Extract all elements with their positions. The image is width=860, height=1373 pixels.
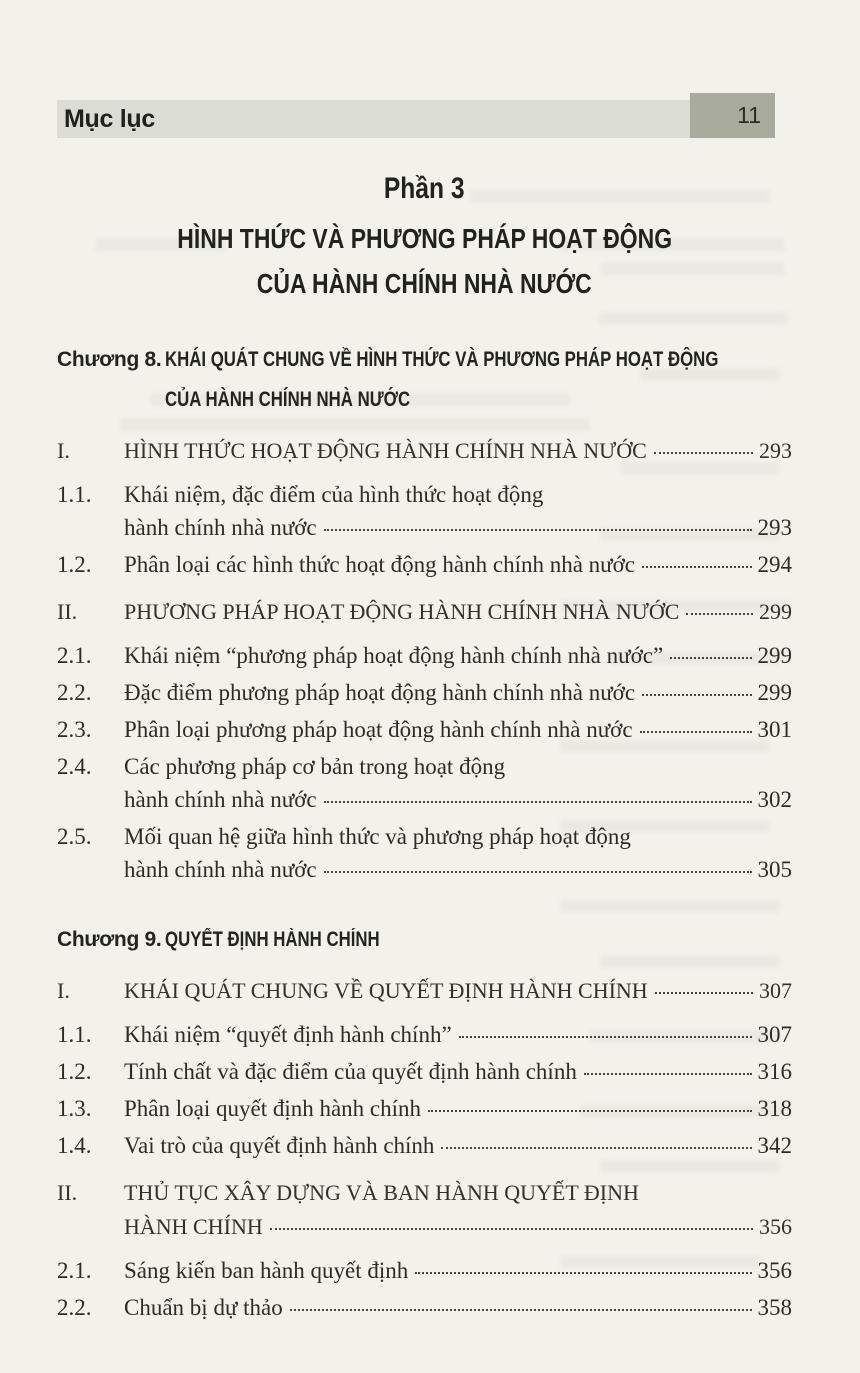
chapter-entries: [57, 974, 792, 1324]
part-title-line: HÌNH THỨC VÀ PHƯƠNG PHÁP HOẠT ĐỘNG: [177, 223, 672, 254]
dot-leader: [428, 1110, 751, 1112]
toc-entry: [57, 1291, 792, 1324]
toc-entry-text: Sáng kiến ban hành quyết định: [124, 1258, 409, 1283]
chapter-title-line: [165, 380, 857, 420]
toc-line: [57, 511, 792, 544]
toc-entry-text: hành chính nhà nước: [124, 787, 317, 812]
toc-entry-number: 2.5.: [57, 824, 92, 849]
dot-leader: [640, 731, 752, 733]
chapter: [57, 340, 792, 886]
toc-entry-page: 299: [757, 643, 792, 668]
toc-entry-number: 2.1.: [57, 1258, 92, 1283]
toc-entry: [57, 974, 792, 1008]
toc-line: [57, 639, 792, 672]
toc-entry: [57, 1176, 792, 1244]
toc-entry-text: Chuẩn bị dự thảo: [124, 1295, 283, 1320]
toc-entry: [57, 1254, 792, 1287]
dot-leader: [324, 801, 752, 803]
toc-line: [57, 820, 792, 853]
chapter-heading: [57, 340, 792, 420]
toc-content: [57, 170, 792, 1328]
toc-entry-text: Mối quan hệ giữa hình thức và phương pháp hoạt động: [124, 824, 631, 849]
toc-entry-page: 307: [757, 1022, 792, 1047]
part-title: [57, 216, 792, 306]
toc-entry-number: 2.3.: [57, 717, 92, 742]
toc-entry: [57, 478, 792, 544]
toc-entry-text: Khái niệm “phương pháp hoạt động hành chính nhà nước”: [124, 643, 664, 668]
toc-entry-page: 356: [757, 1258, 792, 1283]
toc-entry-text: Tính chất và đặc điểm của quyết định hành chính: [124, 1059, 577, 1084]
dot-leader: [686, 613, 753, 615]
toc-line: [57, 676, 792, 709]
toc-line: [57, 1176, 792, 1210]
toc-entry-number: 1.1.: [57, 1022, 92, 1047]
toc-entry-text: Phân loại các hình thức hoạt động hành chính nhà nước: [124, 552, 636, 577]
toc-entry-page: 302: [757, 787, 792, 812]
toc-entry-number: I.: [57, 978, 70, 1003]
toc-line: [57, 1129, 792, 1162]
toc-entry: [57, 750, 792, 816]
dot-leader: [324, 871, 752, 873]
chapter: [57, 920, 792, 1324]
toc-entry-text: HÌNH THỨC HOẠT ĐỘNG HÀNH CHÍNH NHÀ NƯỚC: [124, 438, 647, 463]
toc-entry-page: 294: [757, 552, 792, 577]
toc-entry: [57, 1129, 792, 1162]
toc-entry: [57, 639, 792, 672]
toc-entry: [57, 548, 792, 581]
toc-entry-text: Khái niệm “quyết định hành chính”: [124, 1022, 452, 1047]
toc-line: [57, 595, 792, 629]
toc-entry-text: KHÁI QUÁT CHUNG VỀ QUYẾT ĐỊNH HÀNH CHÍNH: [124, 978, 648, 1003]
toc-entry-page: 358: [757, 1295, 792, 1320]
chapter-label: Chương 9.: [57, 928, 162, 951]
toc-entry-text: Đặc điểm phương pháp hoạt động hành chính nhà nước: [124, 680, 636, 705]
toc-entry-number: I.: [57, 438, 70, 463]
toc-line: [57, 750, 792, 783]
toc-entry: [57, 434, 792, 468]
toc-entry-text: hành chính nhà nước: [124, 857, 317, 882]
dot-leader: [441, 1147, 751, 1149]
toc-entry-page: 307: [759, 978, 792, 1003]
chapter-title-line: [165, 340, 857, 380]
chapter-title-text: KHÁI QUÁT CHUNG VỀ HÌNH THỨC VÀ PHƯƠNG PHÁP HOẠT ĐỘNG: [165, 348, 719, 371]
chapter-heading: [57, 920, 792, 960]
toc-line: [57, 783, 792, 816]
toc-entry-page: 299: [759, 599, 792, 624]
dot-leader: [324, 529, 752, 531]
toc-line: [57, 1055, 792, 1088]
toc-entry: [57, 1055, 792, 1088]
toc-entry-page: 299: [757, 680, 792, 705]
dot-leader: [270, 1228, 753, 1230]
toc-line: [57, 713, 792, 746]
dot-leader: [642, 566, 751, 568]
dot-leader: [642, 694, 751, 696]
dot-leader: [415, 1272, 751, 1274]
toc-entry-number: II.: [57, 1180, 78, 1205]
toc-entry: [57, 595, 792, 629]
toc-entry-page: 301: [757, 717, 792, 742]
toc-entry: [57, 1092, 792, 1125]
toc-entry-number: 2.2.: [57, 680, 92, 705]
chapter-entries: [57, 434, 792, 886]
toc-line: [57, 1092, 792, 1125]
chapter-title: [165, 920, 792, 960]
toc-entry-text: Các phương pháp cơ bản trong hoạt động: [124, 754, 506, 779]
toc-entry-text: HÀNH CHÍNH: [124, 1214, 263, 1239]
toc-entry-number: 1.3.: [57, 1096, 92, 1121]
toc-entry-text: hành chính nhà nước: [124, 515, 317, 540]
dot-leader: [584, 1073, 752, 1075]
toc-line: [57, 1210, 792, 1244]
dot-leader: [670, 657, 751, 659]
toc-entry: [57, 713, 792, 746]
header-section-title: Mục lục: [64, 104, 155, 133]
toc-line: [57, 974, 792, 1008]
part-label-text: Phần 3: [384, 172, 465, 205]
toc-entry-text: Vai trò của quyết định hành chính: [124, 1133, 435, 1158]
toc-entry-text: Phân loại quyết định hành chính: [124, 1096, 422, 1121]
toc-line: [57, 1254, 792, 1287]
toc-entry-text: PHƯƠNG PHÁP HOẠT ĐỘNG HÀNH CHÍNH NHÀ NƯỚC: [124, 599, 680, 624]
dot-leader: [655, 992, 753, 994]
part-title-line: CỦA HÀNH CHÍNH NHÀ NƯỚC: [257, 268, 592, 299]
toc-entry: [57, 820, 792, 886]
toc-entry-number: 1.4.: [57, 1133, 92, 1158]
toc-line: [57, 548, 792, 581]
toc-entry-number: 1.1.: [57, 482, 92, 507]
toc-entry-number: 2.4.: [57, 754, 92, 779]
toc-entry-page: 318: [757, 1096, 792, 1121]
page-number: 11: [737, 102, 761, 128]
toc-entry-text: Khái niệm, đặc điểm của hình thức hoạt động: [124, 482, 544, 507]
toc-entry-number: 2.2.: [57, 1295, 92, 1320]
toc-entry-page: 305: [757, 857, 792, 882]
toc-entry: [57, 1018, 792, 1051]
dot-leader: [290, 1309, 752, 1311]
toc-line: [57, 434, 792, 468]
chapter-title-line: [165, 920, 792, 960]
toc-entry-text: THỦ TỤC XÂY DỰNG VÀ BAN HÀNH QUYẾT ĐỊNH: [124, 1180, 639, 1205]
toc-entry-page: 356: [759, 1214, 792, 1239]
dot-leader: [654, 452, 753, 454]
toc-entry-number: 2.1.: [57, 643, 92, 668]
toc-entry-number: 1.2.: [57, 552, 92, 577]
toc-line: [57, 1018, 792, 1051]
dot-leader: [459, 1036, 752, 1038]
toc-entry-page: 293: [757, 515, 792, 540]
toc-line: [57, 1291, 792, 1324]
toc-entry: [57, 676, 792, 709]
chapters-list: [57, 340, 792, 1324]
toc-entry-page: 316: [757, 1059, 792, 1084]
chapter-label: Chương 8.: [57, 348, 162, 371]
toc-entry-page: 342: [757, 1133, 792, 1158]
page-number-box: [690, 93, 775, 138]
part-label: [57, 170, 792, 208]
toc-entry-number: II.: [57, 599, 78, 624]
chapter-title: [165, 340, 857, 420]
chapter-title-text: QUYẾT ĐỊNH HÀNH CHÍNH: [165, 928, 380, 951]
toc-entry-page: 293: [759, 438, 792, 463]
chapter-title-text: CỦA HÀNH CHÍNH NHÀ NƯỚC: [165, 388, 411, 411]
toc-entry-number: 1.2.: [57, 1059, 92, 1084]
toc-line: [57, 478, 792, 511]
toc-entry-text: Phân loại phương pháp hoạt động hành chính nhà nước: [124, 717, 633, 742]
toc-line: [57, 853, 792, 886]
header-bar: [57, 100, 690, 138]
